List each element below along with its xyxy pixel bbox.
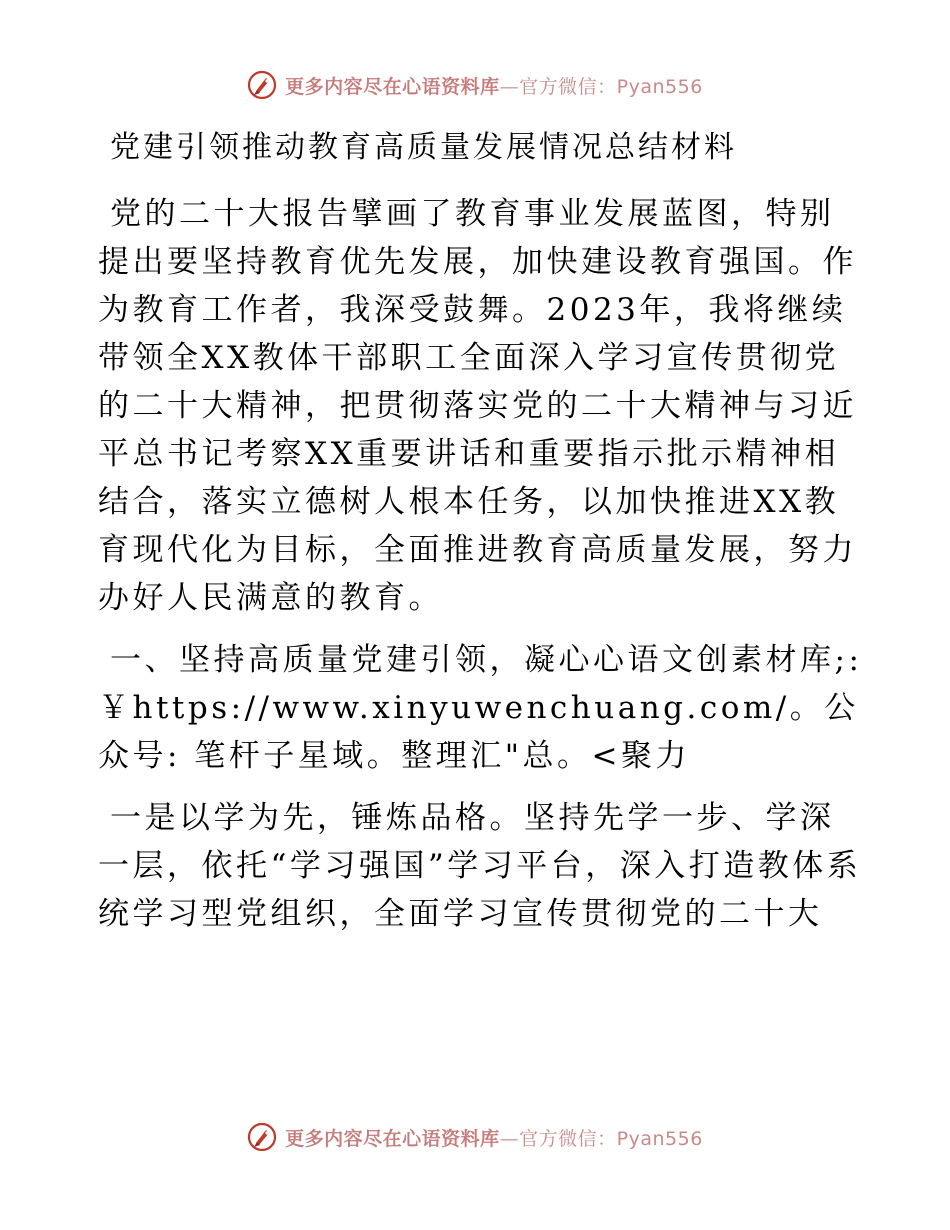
paragraph-intro: 党的二十大报告擘画了教育事业发展蓝图，特别提出要坚持教育优先发展，加快建设教育强国。作为教育工作者，我深受鼓舞。2023年，我将继续带领全XX教体干部职工全面深入学习宣传贯彻党的二十大精神，把贯彻落实党的二十大精神与习近平总书记考察XX重要讲话和重要指示批示精神相结合，落实立德树人根本任务，以加快推进XX教育现代化为目标，全面推进教育高质量发展，努力办好人民满意的教育。 bbox=[98, 196, 857, 616]
watermark-main-text: 更多内容尽在心语资料库 bbox=[285, 75, 500, 98]
watermark-main-text: 更多内容尽在心语资料库 bbox=[285, 1127, 500, 1150]
watermark-text bbox=[285, 72, 703, 99]
header-watermark bbox=[0, 70, 950, 100]
footer-watermark bbox=[0, 1122, 950, 1152]
watermark-separator: — bbox=[499, 1127, 520, 1150]
pen-nib-icon bbox=[247, 70, 277, 100]
document-body bbox=[98, 124, 868, 952]
pen-nib-icon bbox=[247, 1122, 277, 1152]
paragraph-section-heading: 一、坚持高质量党建引领，凝心心语文创素材库;: ￥https://www.xinyuwenchuang.com/。公众号: 笔杆子星域。整理汇"总。<聚力 bbox=[98, 642, 863, 774]
watermark-separator: — bbox=[499, 75, 520, 98]
watermark-text bbox=[285, 1124, 703, 1151]
document-title: 党建引领推动教育高质量发展情况总结材料 bbox=[110, 130, 737, 165]
paragraph-point-one: 一是以学为先，锤炼品格。坚持先学一步、学深一层，依托“学习强国”学习平台，深入打造教体系统学习型党组织，全面学习宣传贯彻党的二十大 bbox=[98, 800, 862, 932]
watermark-wechat-text: 官方微信：Pyan556 bbox=[519, 75, 703, 98]
watermark-wechat-text: 官方微信：Pyan556 bbox=[519, 1127, 703, 1150]
